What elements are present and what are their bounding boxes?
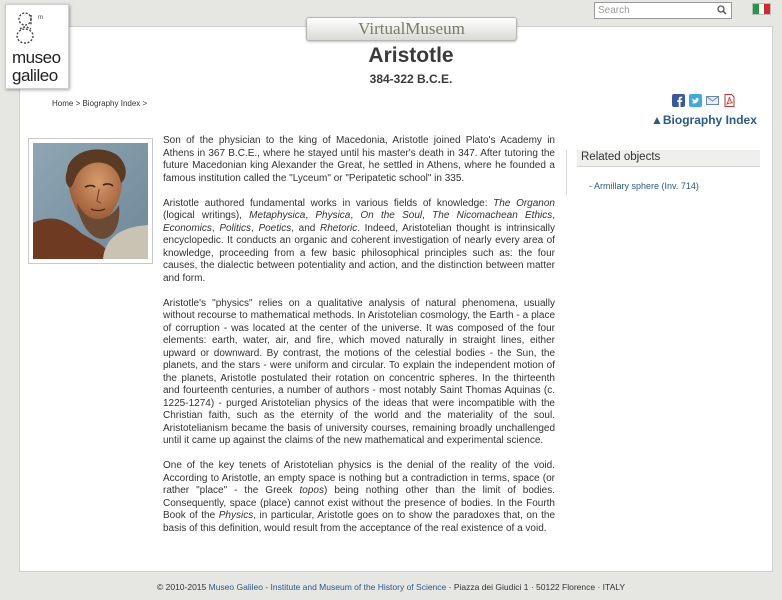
p2-text-h: ,	[251, 222, 259, 234]
p2-text-e: ,	[422, 210, 433, 221]
p4-text-a: One of the key tenets of Aristotelian physics is the denial of the reality of the void. According to Aristotle, an empty space is nothing but a contradiction in terms, space (or rather "place" - the Greek	[163, 460, 555, 496]
museo-galileo-logo[interactable]	[5, 4, 69, 89]
pdf-icon[interactable]	[723, 94, 736, 107]
breadcrumb-separator: >	[73, 99, 83, 108]
email-icon[interactable]	[706, 94, 719, 107]
footer-copyright: © 2010-2015	[156, 582, 209, 592]
twitter-icon[interactable]	[689, 94, 702, 107]
biography-index-link[interactable]	[651, 113, 757, 127]
p2-text-c: ,	[305, 210, 316, 221]
portrait-frame	[28, 138, 153, 264]
related-bullet: -	[589, 181, 595, 191]
p2-text-g: ,	[211, 222, 220, 234]
work-poetics: Poetics	[258, 222, 292, 234]
facebook-icon[interactable]	[672, 94, 685, 107]
logo-wordmark	[12, 49, 61, 85]
footer	[0, 582, 782, 592]
paragraph-1: Son of the physician to the king of Macedonia, Aristotle joined Plato's Academy in Athens in 367 B.C.E., where he stayed until his master's death in 347. After tutoring the future Macedonian king Alexander the Great, he settled in Athens, where he founded a famous institution called the "Lyceum" or "Peripatetic school" in 335.	[163, 135, 555, 184]
breadcrumb	[52, 99, 147, 108]
logo-text-museo: museo	[12, 48, 61, 67]
breadcrumb-biography-index-link[interactable]: Biography Index	[82, 99, 141, 108]
work-physica: Physica	[315, 210, 351, 221]
p4-text-b: ) being nothing other than the limit of bodies. Consequently, space (place) cannot exist without the presence of bodies. In the Fourth Book of the	[163, 485, 556, 521]
paragraph-3: Aristotle's "physics" relies on a qualitative analysis of natural phenomena, usually without recourse to mathematical methods. In Aristotelian cosmology, the Earth - a place of corruption - was located at the center of the universe. It was composed of the four elements: earth, water, air, and fire, which moved naturally in straight lines, either upward or downward. By contrast, the motions of the celestial bodies - the Sun, the planets, and the stars - were uniform and circular. To explain the independent motion of the planets, Aristotle postulated their rotation on concentric spheres. In the thirteenth and fourteenth centuries, a number of authors - most notably Saint Thomas Aquinas (c. 1225-1274) - purged Aristotelian physics of the ideas that were incompatible with the Christian faith, such as the eternity of the world and the materiality of the soul. Aristotelianism became the basis of university courses, remaining broadly unchallenged until it came up against the claims of the new mathematical and experimental science.	[163, 297, 555, 446]
p2-text-b: (logical writings),	[163, 210, 250, 221]
paragraph-2	[163, 198, 555, 286]
column-divider	[566, 150, 567, 195]
work-physics: Physics	[218, 510, 254, 521]
related-object-item	[589, 181, 699, 191]
work-economics: Economics	[163, 222, 212, 234]
work-on-the-soul: On the Soul	[360, 210, 423, 221]
breadcrumb-home-link[interactable]: Home	[52, 99, 74, 108]
work-politics: Politics	[219, 222, 252, 234]
footer-org-link[interactable]: Museo Galileo - Institute and Museum of the History of Science	[208, 582, 447, 592]
virtual-museum-tab[interactable]: VirtualMuseum	[306, 17, 517, 41]
p4-text-c: , in particular, Aristotle goes on to show the paradoxes that, on the basis of this definition, would result from the acceptance of the real existence of a void.	[163, 510, 556, 534]
page-title: Aristotle	[368, 44, 454, 67]
search-input[interactable]	[594, 2, 732, 19]
work-metaphysica: Metaphysica	[249, 210, 306, 221]
footer-address: · Piazza dei Giudici 1 · 50122 Florence · ITALY	[446, 582, 626, 592]
biography-text	[163, 135, 555, 548]
term-topos: topos	[299, 485, 324, 496]
p2-text-i: , and	[291, 222, 320, 234]
work-nicomachean-ethics: The Nicomachean Ethics	[432, 210, 553, 221]
related-objects-header: Related objects	[577, 150, 760, 167]
biography-index-label: Biography Index	[662, 113, 757, 127]
paragraph-4	[163, 460, 555, 535]
share-toolbar	[672, 94, 736, 107]
search-placeholder: Search	[598, 5, 630, 16]
related-object-link[interactable]: Armillary sphere (Inv. 714)	[594, 181, 699, 191]
p2-text-a: Aristotle authored fundamental works in various fields of knowledge:	[163, 197, 494, 209]
up-arrow-icon: ▲	[651, 113, 663, 127]
svg-text:m: m	[38, 15, 43, 21]
flag-red-stripe	[764, 4, 770, 14]
p2-text-d: ,	[350, 210, 361, 221]
galileo-logo-mark-icon	[14, 11, 48, 47]
work-rhetoric: Rhetoric	[319, 222, 358, 234]
breadcrumb-trail-end: >	[140, 99, 148, 108]
search-icon[interactable]	[717, 5, 727, 15]
work-organon: The Organon	[493, 197, 555, 209]
page-dates: 384-322 B.C.E.	[369, 72, 453, 86]
logo-text-galileo: galileo	[12, 66, 58, 85]
p2-text-f: ,	[552, 210, 556, 221]
italian-flag-icon[interactable]	[752, 3, 771, 15]
p2-text-j: . Indeed, Aristotelian thought is intrinsically encyclopedic. It conducts an organic and coherent investigation of nearly every area of knowledge, proceeding from a few basic philosophical principles such as: the four causes, the dialectic between potentiality and action, and the distinction between matter and form.	[163, 222, 555, 284]
aristotle-portrait	[33, 143, 148, 259]
